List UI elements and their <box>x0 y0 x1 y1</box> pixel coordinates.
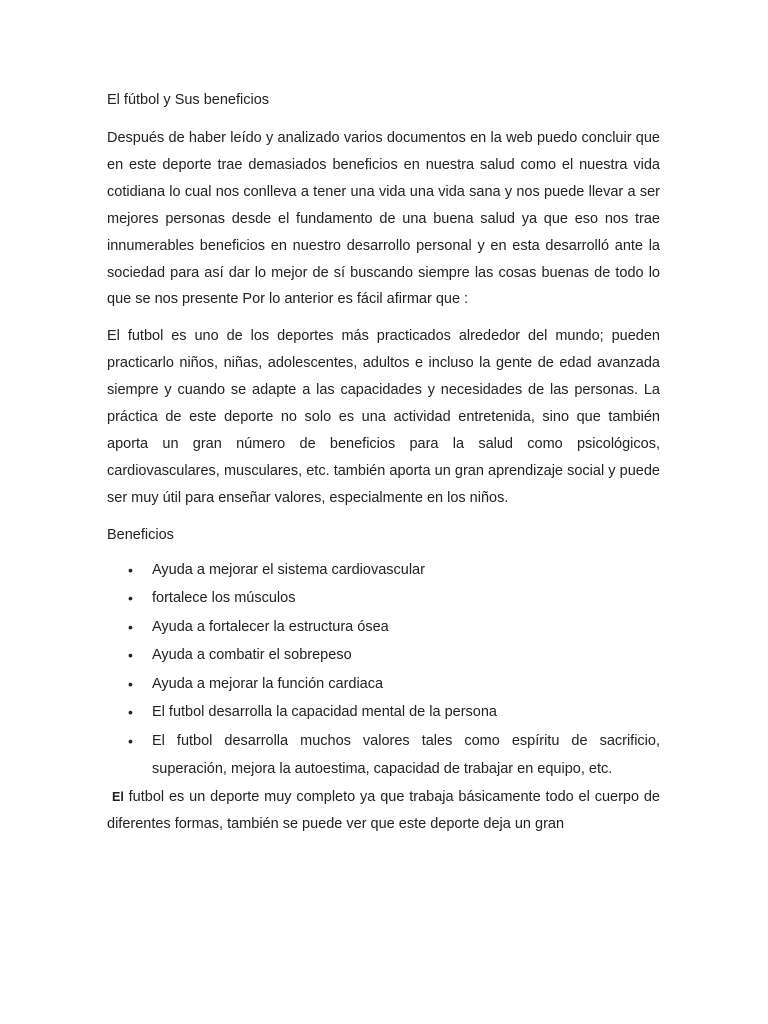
benefit-text: Ayuda a fortalecer la estructura ósea <box>152 618 389 635</box>
benefit-text: fortalece los músculos <box>152 590 296 607</box>
list-item <box>107 584 660 613</box>
bullet-icon: • <box>128 704 133 721</box>
bullet-icon: • <box>128 618 133 635</box>
football-description-paragraph: El futbol es uno de los deportes más practicados alrededor del mundo; pueden practicarlo niños, niñas, adolescentes, adultos e incluso la gente de edad avanzada siempre y cuando se adapte a las capacidades y necesidades de las personas. La práctica de este deporte no solo es una actividad entretenida, sino que también aporta un gran número de beneficios para la salud como psicológicos, cardiovasculares, musculares, etc. también aporta un gran aprendizaje social y puede ser muy útil para enseñar valores, especialmente en los niños. <box>107 328 660 506</box>
bullet-icon: • <box>128 561 133 578</box>
list-item <box>107 556 660 585</box>
closing-paragraph-text: futbol es un deporte muy completo ya que trabaja básicamente todo el cuerpo de diferentes formas, también se puede ver que este deporte deja un gran <box>107 788 660 832</box>
benefit-text: Ayuda a mejorar el sistema cardiovascular <box>152 561 425 578</box>
benefits-list <box>107 556 660 784</box>
list-item <box>107 670 660 699</box>
intro-paragraph: Después de haber leído y analizado varios documentos en la web puedo concluir que en este deporte trae demasiados beneficios en nuestra salud como el nuestra vida cotidiana lo cual nos conlleva a tener una vida una vida sana y nos puede llevar a ser mejores personas desde el fundamento de una buena salud ya que eso nos trae innumerables beneficios en nuestro desarrollo personal y en esta desarrolló ante la sociedad para así dar lo mejor de sí buscando siempre las cosas buenas de todo lo que se nos presente Por lo anterior es fácil afirmar que : <box>107 130 660 308</box>
benefit-text: El futbol desarrolla la capacidad mental de la persona <box>152 704 497 721</box>
benefit-text: Ayuda a combatir el sobrepeso <box>152 647 352 664</box>
paragraph-lead-word: El <box>112 789 124 804</box>
document-body <box>107 90 660 848</box>
bullet-icon: • <box>128 675 133 692</box>
benefit-text: Ayuda a mejorar la función cardiaca <box>152 675 384 692</box>
bullet-icon: • <box>128 590 133 607</box>
list-item <box>107 641 660 670</box>
document-title: El fútbol y Sus beneficios <box>107 92 270 108</box>
closing-paragraph <box>107 784 660 838</box>
benefit-text: El futbol desarrolla muchos valores tales como espíritu de sacrificio, superación, mejora la autoestima, capacidad de trabajar en equipo, etc. <box>152 732 660 778</box>
list-item <box>107 698 660 727</box>
list-item <box>107 613 660 642</box>
bullet-icon: • <box>128 647 133 664</box>
benefits-heading: Beneficios <box>107 526 174 543</box>
bullet-icon: • <box>128 732 133 749</box>
list-item <box>107 727 660 784</box>
